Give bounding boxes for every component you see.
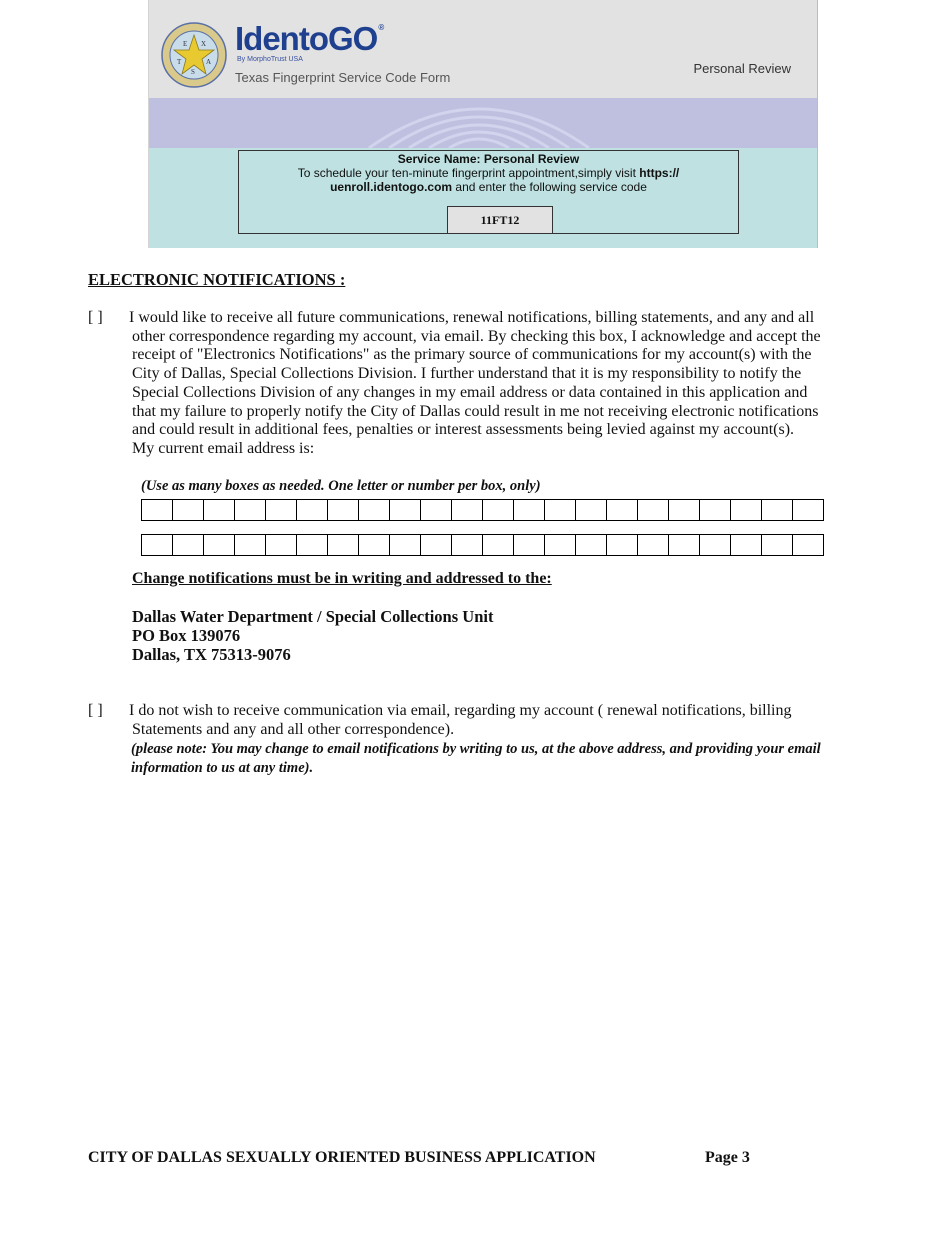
email-char-box[interactable] xyxy=(669,500,700,520)
email-char-box[interactable] xyxy=(545,500,576,520)
email-char-box[interactable] xyxy=(483,500,514,520)
optin-paragraph: [ ] I would like to receive all future communications, renewal notifications, billing statements, and any and all other correspondence regarding my account, via email. By checking this box, I acknowledge and accept the receipt of "Electronics Notifications" as the primary source of communications for my account(s) with the City of Dallas, Special Collections Division. I further understand that it is my responsibility to notify the Special Collections Division of any changes in my email address or data contained in this application and that my failure to properly notify the City of Dallas could result in me not receiving electronic notifications and could result in additional fees, penalties or interest assessments being levied against my account(s). My current email address is: xyxy=(88,309,821,457)
svg-text:A: A xyxy=(206,58,212,66)
identogo-form-header xyxy=(148,0,818,248)
email-char-box[interactable] xyxy=(576,500,607,520)
email-char-box[interactable] xyxy=(421,500,452,520)
email-char-box[interactable] xyxy=(452,500,483,520)
address-line: PO Box 139076 xyxy=(132,626,241,645)
fingerprint-band xyxy=(149,98,817,148)
section-heading: ELECTRONIC NOTIFICATIONS : xyxy=(88,270,346,289)
email-char-box[interactable] xyxy=(607,500,638,520)
email-char-box[interactable] xyxy=(700,500,731,520)
form-title: Texas Fingerprint Service Code Form xyxy=(235,70,451,85)
email-char-box[interactable] xyxy=(266,535,297,555)
email-char-box[interactable] xyxy=(638,535,669,555)
optout-paragraph: [ ] I do not wish to receive communication via email, regarding my account ( renewal notifications, billing Statements and any and all other correspondence). xyxy=(88,702,792,738)
email-char-box[interactable] xyxy=(483,535,514,555)
email-char-box[interactable] xyxy=(359,535,390,555)
email-char-box[interactable] xyxy=(700,535,731,555)
email-char-box[interactable] xyxy=(266,500,297,520)
email-char-box[interactable] xyxy=(638,500,669,520)
email-char-box[interactable] xyxy=(576,535,607,555)
fingerprint-icon xyxy=(359,100,599,148)
service-url-part1[interactable]: https:// xyxy=(639,166,680,180)
email-char-box[interactable] xyxy=(204,535,235,555)
email-char-box[interactable] xyxy=(235,535,266,555)
email-char-box[interactable] xyxy=(731,500,762,520)
service-url-part2[interactable]: uenroll.identogo.com xyxy=(330,180,453,194)
email-char-box[interactable] xyxy=(607,535,638,555)
change-notice-title: Change notifications must be in writing and addressed to the: xyxy=(132,570,552,587)
email-char-box[interactable] xyxy=(731,535,762,555)
footer-title: CITY OF DALLAS SEXUALLY ORIENTED BUSINESS APPLICATION xyxy=(88,1149,596,1166)
optout-note: (please note: You may change to email notifications by writing to us, at the above address, and providing your email information to us at any time). xyxy=(131,741,821,776)
email-char-box[interactable] xyxy=(235,500,266,520)
email-char-box[interactable] xyxy=(173,535,204,555)
review-type-label: Personal Review xyxy=(693,61,791,76)
email-char-box[interactable] xyxy=(669,535,700,555)
optout-checkbox[interactable]: [ ] xyxy=(88,702,103,719)
email-char-box[interactable] xyxy=(514,535,545,555)
service-name: Service Name: Personal Review xyxy=(397,152,580,166)
email-char-box[interactable] xyxy=(514,500,545,520)
svg-text:X: X xyxy=(201,40,207,48)
service-panel xyxy=(149,148,817,248)
email-char-box[interactable] xyxy=(452,535,483,555)
email-box-instructions: (Use as many boxes as needed. One letter or number per box, only) xyxy=(141,478,541,494)
email-char-box[interactable] xyxy=(359,500,390,520)
email-char-box[interactable] xyxy=(204,500,235,520)
email-char-box[interactable] xyxy=(793,535,824,555)
svg-text:E: E xyxy=(183,40,188,48)
page-number: Page 3 xyxy=(705,1149,750,1166)
email-char-box[interactable] xyxy=(390,500,421,520)
email-char-box[interactable] xyxy=(297,535,328,555)
brand-subtitle: By MorphoTrust USA xyxy=(237,56,303,63)
email-char-box[interactable] xyxy=(390,535,421,555)
email-entry-row-1[interactable] xyxy=(141,499,824,521)
service-info-box xyxy=(238,150,739,234)
service-instructions: To schedule your ten-minute fingerprint appointment,simply visit https:// uenroll.identogo.com and enter the following service code xyxy=(297,166,680,194)
address-line: Dallas, TX 75313-9076 xyxy=(132,645,291,664)
service-code: 11FT12 xyxy=(447,206,553,233)
identogo-logo: IdentoGO® xyxy=(235,20,384,57)
texas-dps-seal-icon xyxy=(161,22,227,88)
email-char-box[interactable] xyxy=(328,500,359,520)
email-char-box[interactable] xyxy=(762,535,793,555)
email-char-box[interactable] xyxy=(297,500,328,520)
email-char-box[interactable] xyxy=(328,535,359,555)
email-char-box[interactable] xyxy=(545,535,576,555)
email-entry-row-2[interactable] xyxy=(141,534,824,556)
email-char-box[interactable] xyxy=(762,500,793,520)
email-char-box[interactable] xyxy=(142,535,173,555)
mailing-address xyxy=(132,607,493,664)
svg-text:T: T xyxy=(177,58,182,66)
email-char-box[interactable] xyxy=(173,500,204,520)
svg-text:S: S xyxy=(191,68,195,76)
email-char-box[interactable] xyxy=(793,500,824,520)
address-line: Dallas Water Department / Special Collections Unit xyxy=(132,607,494,626)
optin-checkbox[interactable]: [ ] xyxy=(88,309,103,326)
email-char-box[interactable] xyxy=(142,500,173,520)
email-char-box[interactable] xyxy=(421,535,452,555)
